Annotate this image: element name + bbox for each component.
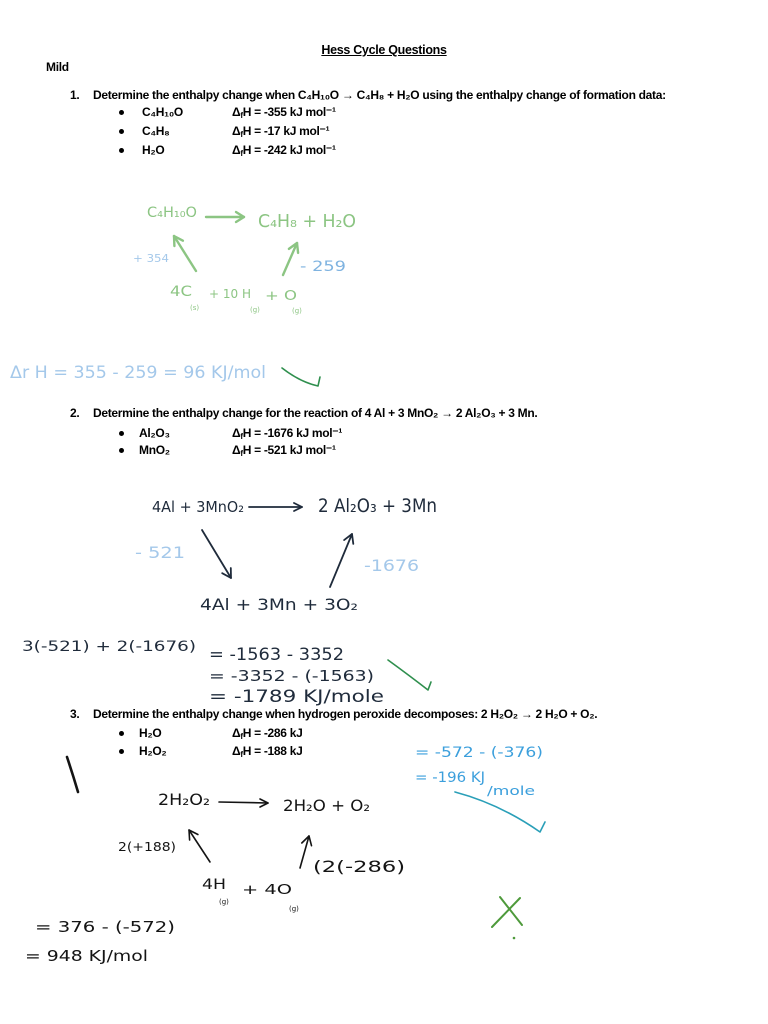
- formation-subscript: f: [240, 750, 243, 759]
- formula: Al₂O₃: [139, 426, 170, 440]
- cycle3-left-label: 2(+188): [118, 840, 176, 854]
- formation-subscript: f: [240, 130, 243, 139]
- enthalpy-value: [232, 744, 302, 758]
- q3-blue-working-line: = -572 - (-376): [415, 745, 543, 761]
- question-number: 1.: [70, 88, 80, 102]
- q2-answer: = -1789 KJ/mole: [209, 687, 384, 707]
- q2-working-line: 3(-521) + 2(-1676): [22, 639, 196, 655]
- bullet-icon: [119, 731, 124, 736]
- cycle1-element-hydrogen: + 10 H: [209, 287, 251, 301]
- bullet-icon: [119, 749, 124, 754]
- question-number: 2.: [70, 406, 80, 420]
- h-equals: H =: [242, 443, 264, 457]
- bullet-icon: [119, 110, 124, 115]
- cycle3-element-oxygen: + 4O: [242, 883, 292, 898]
- formula: MnO₂: [139, 443, 170, 457]
- cycle3-right-label: (2(-286): [313, 857, 405, 876]
- cycle2-reactants: 4Al + 3MnO₂: [152, 498, 244, 516]
- value-text: -1676 kJ mol⁻¹: [263, 426, 343, 440]
- section-heading: Mild: [46, 60, 69, 74]
- delta-symbol: Δ: [232, 726, 241, 740]
- cycle-arrow-right: [283, 243, 298, 275]
- data-item: [0, 124, 768, 138]
- formation-subscript: f: [240, 449, 243, 458]
- h-equals: H =: [242, 726, 264, 740]
- cycle3-reactant: 2H₂O₂: [158, 790, 210, 809]
- formula: H₂O: [142, 143, 165, 157]
- formation-subscript: f: [240, 111, 243, 120]
- cycle2-left-label: - 521: [135, 543, 185, 562]
- cycle-arrow-left: [202, 530, 231, 578]
- cycle3-products: 2H₂O + O₂: [283, 796, 370, 815]
- cycle1-right-label: - 259: [300, 259, 346, 275]
- check-mark-icon: [455, 792, 545, 832]
- delta-symbol: Δ: [232, 143, 241, 157]
- page-title: Hess Cycle Questions: [321, 43, 447, 57]
- delta-symbol: Δ: [232, 105, 241, 119]
- data-item: [0, 105, 768, 119]
- cycle3-state-symbol: (g): [289, 905, 299, 913]
- value-text: -188 kJ: [263, 744, 303, 758]
- data-item: [0, 426, 768, 440]
- h-equals: H =: [242, 426, 264, 440]
- value-text: -286 kJ: [263, 726, 303, 740]
- cycle1-left-label: + 354: [133, 253, 170, 265]
- cross-mark-icon: [492, 897, 522, 939]
- q3-blue-answer: = -196 KJ: [415, 770, 485, 786]
- bullet-icon: [119, 129, 124, 134]
- cycle2-right-label: -1676: [364, 556, 419, 575]
- bullet-icon: [119, 431, 124, 436]
- h-equals: H =: [242, 143, 264, 157]
- cycle1-state-symbol: (g): [292, 307, 302, 315]
- reaction-arrow: [206, 212, 244, 222]
- formation-subscript: f: [240, 149, 243, 158]
- cycle1-products: C₄H₈ + H₂O: [258, 211, 356, 232]
- cycle1-reactant: C₄H₁₀O: [147, 205, 197, 221]
- enthalpy-value: [232, 443, 336, 457]
- enthalpy-value: [232, 426, 342, 440]
- value-text: -242 kJ mol⁻¹: [263, 143, 336, 157]
- check-mark-icon: [282, 368, 320, 386]
- cycle-arrow-right: [300, 836, 312, 868]
- data-item: [0, 443, 768, 457]
- reaction-arrow: [249, 503, 302, 511]
- formation-subscript: f: [240, 432, 243, 441]
- cycle2-elements: 4Al + 3Mn + 3O₂: [200, 595, 358, 614]
- reaction-arrow: [219, 799, 268, 807]
- bullet-icon: [119, 448, 124, 453]
- cycle-arrow-left: [189, 830, 210, 862]
- enthalpy-value: [232, 143, 336, 157]
- formula: H₂O₂: [139, 744, 167, 758]
- cycle3-state-symbol: (g): [219, 898, 229, 906]
- check-mark-icon: [388, 660, 431, 690]
- bullet-icon: [119, 148, 124, 153]
- value-text: -355 kJ mol⁻¹: [263, 105, 336, 119]
- q2-working-line: = -1563 - 3352: [209, 645, 344, 665]
- h-equals: H =: [242, 744, 264, 758]
- enthalpy-value: [232, 124, 329, 138]
- cycle1-element-oxygen: + O: [265, 289, 297, 304]
- q2-working-line: = -3352 - (-1563): [209, 667, 374, 685]
- cycle1-state-symbol: (s): [190, 304, 200, 312]
- data-item: [0, 143, 768, 157]
- cycle1-element-carbon: 4C: [170, 284, 193, 300]
- data-item: [0, 744, 768, 758]
- cycle-arrow-left: [174, 236, 196, 271]
- pen-stroke-mark: [67, 757, 78, 792]
- q3-black-working-line: = 376 - (-572): [35, 918, 175, 936]
- cycle1-state-symbol: (g): [250, 306, 260, 314]
- formula: C₄H₈: [142, 124, 170, 138]
- data-item: [0, 726, 768, 740]
- question-text: Determine the enthalpy change when hydrogen peroxide decomposes: 2 H₂O₂ → 2 H₂O + O₂.: [93, 707, 598, 721]
- cycle3-element-hydrogen: 4H: [202, 877, 226, 893]
- q1-answer: Δr H = 355 - 259 = 96 KJ/mol: [10, 363, 266, 383]
- q3-blue-unit: /mole: [487, 784, 535, 798]
- question-text: Determine the enthalpy change for the reaction of 4 Al + 3 MnO₂ → 2 Al₂O₃ + 3 Mn.: [93, 406, 538, 420]
- cycle2-products: 2 Al₂O₃ + 3Mn: [318, 495, 437, 517]
- h-equals: H =: [242, 105, 264, 119]
- question-text: Determine the enthalpy change when C₄H₁₀O → C₄H₈ + H₂O using the enthalpy change of formation data:: [93, 88, 666, 102]
- delta-symbol: Δ: [232, 744, 241, 758]
- enthalpy-value: [232, 726, 302, 740]
- hess-cycle-3: [118, 790, 405, 913]
- delta-symbol: Δ: [232, 443, 241, 457]
- delta-symbol: Δ: [232, 426, 241, 440]
- value-text: -17 kJ mol⁻¹: [263, 124, 330, 138]
- hess-cycle-1: [133, 205, 356, 315]
- delta-symbol: Δ: [232, 124, 241, 138]
- hess-cycle-2: [135, 495, 437, 614]
- formation-subscript: f: [240, 732, 243, 741]
- formula: H₂O: [139, 726, 162, 740]
- cycle-arrow-right: [330, 534, 353, 587]
- formula: C₄H₁₀O: [142, 105, 183, 119]
- h-equals: H =: [242, 124, 264, 138]
- q3-black-answer: = 948 KJ/mol: [25, 947, 148, 965]
- value-text: -521 kJ mol⁻¹: [263, 443, 336, 457]
- enthalpy-value: [232, 105, 336, 119]
- question-number: 3.: [70, 707, 80, 721]
